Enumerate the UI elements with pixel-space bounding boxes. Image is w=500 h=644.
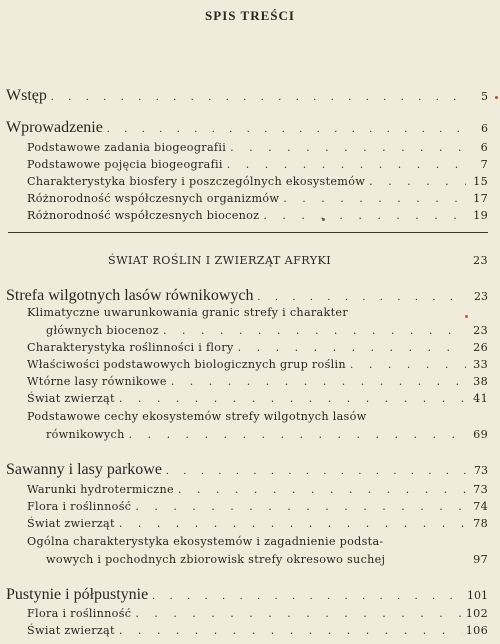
toc-entry-ogolna-line1	[27, 536, 488, 547]
toc-entry-swiat-zwierzat	[27, 518, 488, 529]
paper-speck	[465, 315, 468, 318]
toc-section-afryka	[0, 255, 488, 266]
entry-page: 78	[473, 517, 488, 530]
dot-leader	[227, 159, 466, 170]
entry-title: Wstęp	[6, 87, 47, 104]
dot-leader	[230, 142, 466, 153]
entry-page: 19	[473, 209, 488, 222]
dot-leader	[135, 608, 461, 619]
toc-entry-wstep	[6, 88, 488, 104]
toc-entry-organizmow	[27, 193, 488, 204]
toc-entry-roslinnosci	[27, 342, 488, 353]
dot-leader	[238, 342, 466, 353]
entry-title: Różnorodność współczesnych organizmów	[27, 192, 280, 205]
entry-title: Wtórne lasy równikowe	[27, 375, 167, 388]
entry-page: 23	[472, 254, 488, 267]
toc-entry-wtorne	[27, 376, 488, 387]
entry-title: Wprowadzenie	[6, 119, 103, 136]
entry-title: Świat zwierząt	[27, 392, 115, 405]
entry-title: Świat zwierząt	[27, 624, 115, 637]
entry-page: 23	[474, 290, 488, 303]
dot-leader	[107, 124, 466, 135]
entry-page: 33	[473, 358, 488, 371]
toc-entry-klimatyczne-line2	[46, 325, 488, 336]
dot-leader	[119, 393, 466, 404]
dot-leader	[119, 625, 462, 636]
dot-leader	[152, 591, 463, 602]
entry-title: Charakterystyka biosfery i poszczególnych ekosystemów	[27, 175, 366, 188]
dot-leader	[129, 429, 466, 440]
entry-page: 17	[473, 192, 488, 205]
entry-title: Podstawowe pojęcia biogeografii	[27, 158, 223, 171]
toc-entry-biosfery	[27, 176, 488, 187]
dot-leader	[166, 466, 466, 477]
paper-speck	[322, 218, 325, 221]
toc-entry-strefa	[6, 288, 488, 304]
entry-page: 101	[467, 589, 488, 602]
toc-entry-cechy-line2	[46, 429, 488, 440]
toc-entry-wlasciwosci	[27, 359, 488, 370]
dot-leader	[51, 92, 466, 103]
entry-page: 26	[473, 341, 488, 354]
entry-title: Charakterystyka roślinności i flory	[27, 341, 234, 354]
entry-title: Ogólna charakterystyka ekosystemów i zagadnienie podsta-	[27, 535, 384, 548]
entry-page: 23	[473, 324, 488, 337]
toc-entry-flora	[27, 608, 488, 619]
entry-title: wowych i pochodnych zbiorowisk strefy okresowo suchej	[46, 553, 386, 566]
dot-leader	[258, 292, 466, 303]
toc-entry-ogolna-line2	[46, 554, 488, 565]
entry-page: 38	[473, 375, 488, 388]
entry-title: Flora i roślinność	[27, 607, 132, 620]
paper-speck	[495, 96, 498, 99]
toc-entry-warunki	[27, 484, 488, 495]
entry-page: 69	[473, 428, 488, 441]
dot-leader	[283, 193, 466, 204]
entry-page: 74	[473, 500, 488, 513]
entry-page: 15	[473, 175, 488, 188]
entry-page: 102	[465, 607, 488, 620]
entry-title: Strefa wilgotnych lasów równikowych	[6, 287, 254, 304]
entry-title: Podstawowe cechy ekosystemów strefy wilgotnych lasów	[27, 410, 367, 423]
entry-page: 6	[480, 141, 488, 154]
entry-page: 73	[473, 483, 488, 496]
dot-leader	[135, 501, 466, 512]
entry-title: Klimatyczne uwarunkowania granic strefy i charakter	[27, 306, 348, 319]
entry-title: Sawanny i lasy parkowe	[6, 461, 162, 478]
toc-entry-biocenoz	[27, 210, 488, 221]
toc-entry-cechy-line1	[27, 411, 488, 422]
dot-leader	[369, 176, 466, 187]
entry-title: Świat zwierząt	[27, 517, 115, 530]
section-divider	[8, 232, 488, 233]
entry-title: równikowych	[46, 428, 125, 441]
entry-page: 5	[481, 90, 488, 103]
entry-page: 6	[481, 122, 488, 135]
entry-title: głównych biocenoz	[46, 324, 159, 337]
entry-page: 97	[473, 553, 488, 566]
dot-leader	[171, 376, 466, 387]
dot-leader	[350, 359, 466, 370]
page-heading: SPIS TREŚCI	[205, 8, 295, 23]
entry-title: Warunki hydrotermiczne	[27, 483, 174, 496]
toc-entry-flora	[27, 501, 488, 512]
toc-entry-klimatyczne-line1	[27, 307, 488, 318]
entry-title: Flora i roślinność	[27, 500, 132, 513]
dot-leader	[263, 210, 466, 221]
toc-entry-pustynie	[6, 587, 488, 603]
dot-leader	[178, 484, 466, 495]
toc-entry-wprowadzenie	[6, 120, 488, 136]
entry-title: Pustynie i półpustynie	[6, 586, 149, 603]
entry-title: Podstawowe zadania biogeografii	[27, 141, 227, 154]
entry-page: 41	[473, 392, 488, 405]
entry-page: 106	[465, 624, 488, 637]
entry-title: Różnorodność współczesnych biocenoz	[27, 209, 260, 222]
dot-leader	[163, 325, 466, 336]
entry-title: Właściwości podstawowych biologicznych grup roślin	[27, 358, 346, 371]
toc-entry-sawanny	[6, 462, 488, 478]
toc-entry-swiat-zwierzat	[27, 393, 488, 404]
toc-entry-swiat-zwierzat	[27, 625, 488, 636]
entry-page: 7	[480, 158, 488, 171]
dot-leader	[119, 518, 466, 529]
entry-page: 73	[474, 464, 488, 477]
section-title: ŚWIAT ROŚLIN I ZWIERZĄT AFRYKI	[108, 254, 332, 267]
toc-entry-pojecia	[27, 159, 488, 170]
toc-entry-zadania	[27, 142, 488, 153]
